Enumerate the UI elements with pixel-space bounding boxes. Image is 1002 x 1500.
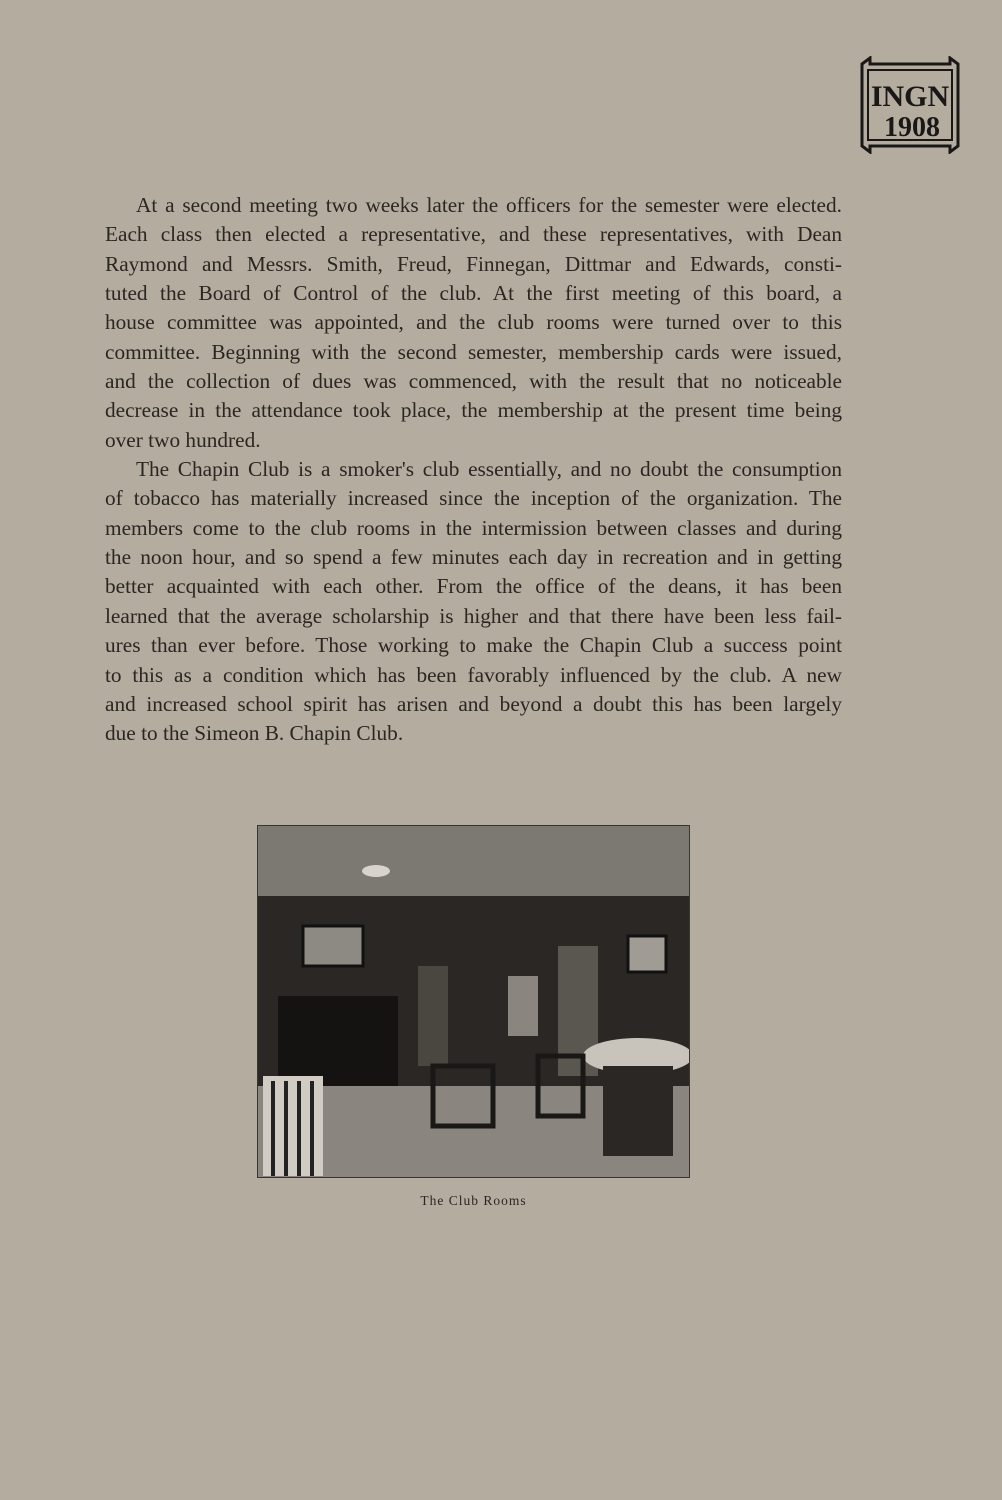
text-line: and increased school spirit has arisen and beyond a doubt this has been largely	[105, 691, 842, 716]
svg-text:1908: 1908	[884, 112, 940, 143]
text-line: better acquainted with each other. From the office of the deans, it has been	[105, 574, 842, 599]
text-line: Each class then elected a representative, and these representatives, with Dean	[105, 222, 842, 247]
text-line: house committee was appointed, and the club rooms were turned over to this	[105, 310, 842, 335]
ingenium-1908-logo	[856, 56, 964, 154]
text-line: due to the Simeon B. Chapin Club.	[105, 721, 404, 746]
text-line: and the collection of dues was commenced, with the result that no noticeable	[105, 369, 842, 394]
text-line: to this as a condition which has been favorably influenced by the club. A new	[105, 662, 842, 687]
text-line: learned that the average scholarship is higher and that there have been less fail-	[105, 603, 842, 628]
club-rooms-photo	[257, 825, 690, 1178]
figure-caption: The Club Rooms	[420, 1193, 527, 1208]
text-line: At a second meeting two weeks later the officers for the semester were elected.	[136, 193, 842, 217]
text-line: decrease in the attendance took place, the membership at the present time being	[105, 398, 842, 423]
body-text	[105, 191, 842, 749]
text-line: Raymond and Messrs. Smith, Freud, Finnegan, Dittmar and Edwards, consti-	[105, 251, 842, 276]
text-line: ures than ever before. Those working to make the Chapin Club a success point	[105, 633, 842, 658]
svg-text:INGN: INGN	[870, 80, 950, 113]
text-line: members come to the club rooms in the intermission between classes and during	[105, 515, 842, 540]
text-line: the noon hour, and so spend a few minutes each day in recreation and in getting	[105, 545, 842, 570]
text-line: The Chapin Club is a smoker's club essentially, and no doubt the consumption	[136, 457, 842, 482]
text-line: of tobacco has materially increased since the inception of the organization. The	[105, 486, 842, 511]
text-line: tuted the Board of Control of the club. At the first meeting of this board, a	[105, 281, 842, 306]
text-line: over two hundred.	[105, 427, 261, 452]
text-line: committee. Beginning with the second semester, membership cards were issued,	[105, 339, 842, 364]
